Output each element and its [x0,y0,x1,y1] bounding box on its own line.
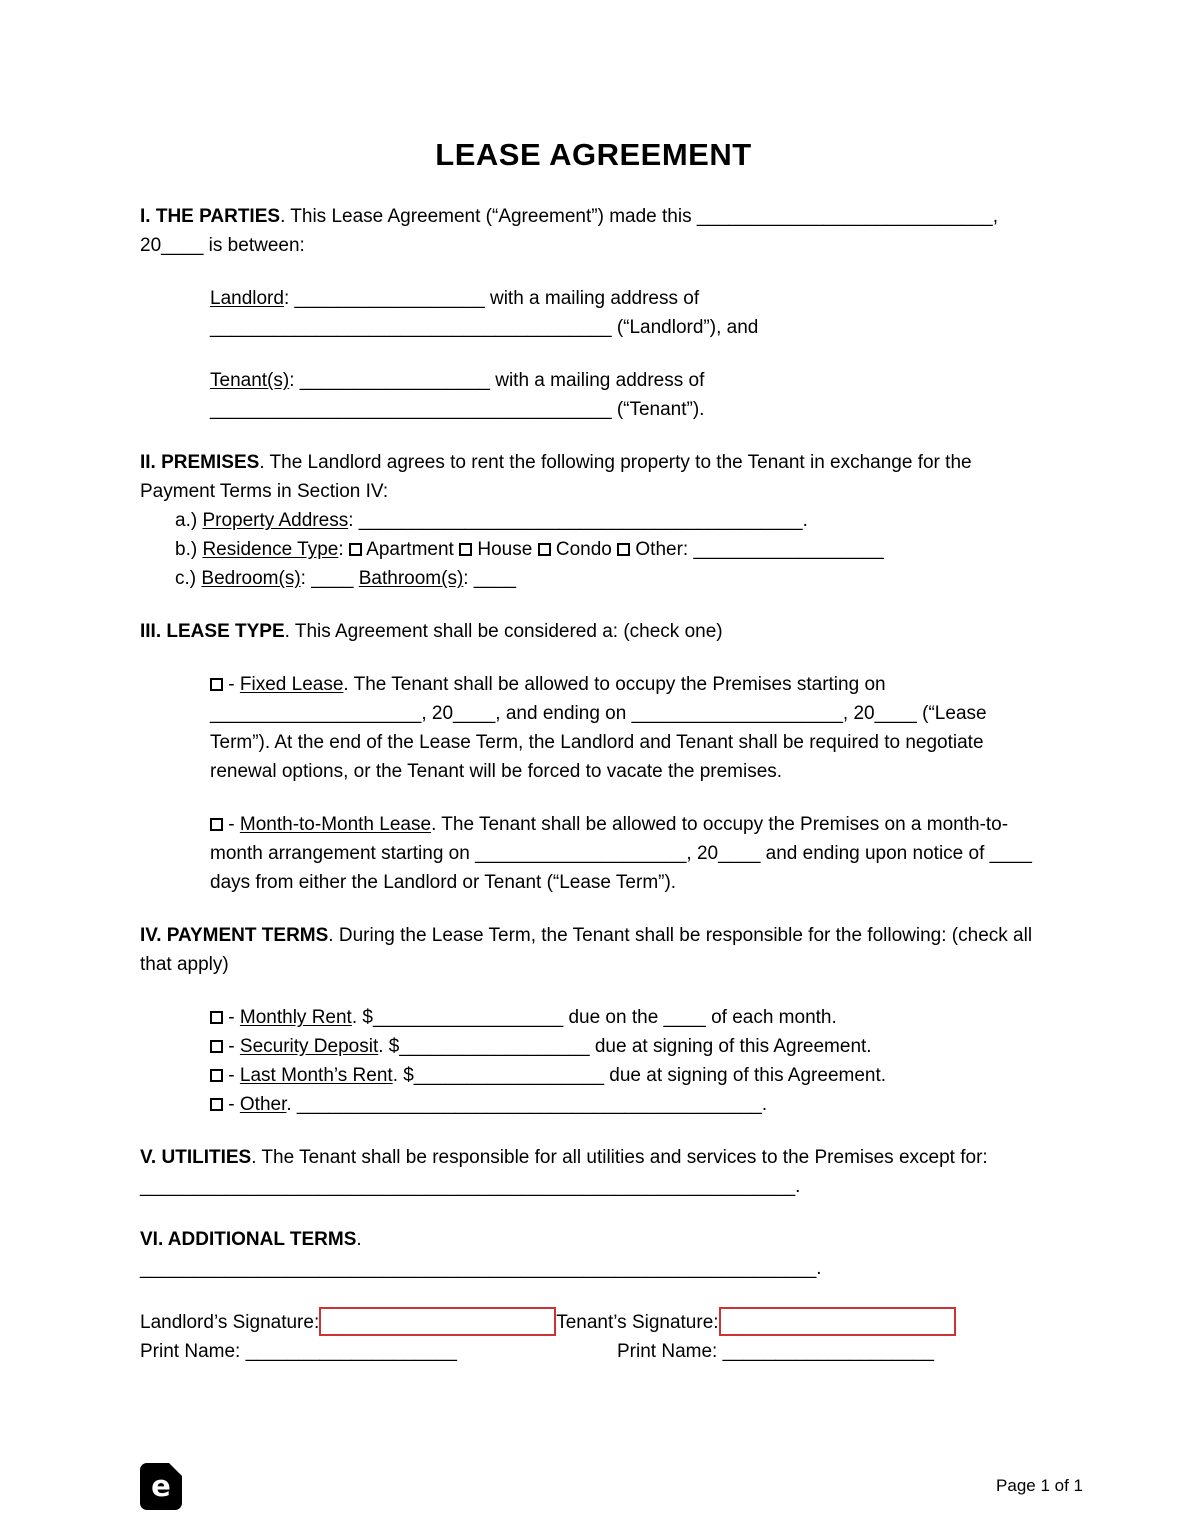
landlord-signature-field[interactable] [319,1307,556,1336]
section-lease-type [140,617,1047,646]
property-address-item [175,506,1047,535]
residence-other-label: Other: __________________ [630,539,884,560]
other-payment-item [210,1090,1047,1119]
bathrooms-blank: : ____ [463,568,517,589]
residence-type-item [175,535,1047,564]
bathrooms-label: Bathroom(s) [358,568,464,589]
security-deposit-item [210,1032,1047,1061]
monthly-rent-body: . $__________________ due on the ____ of each month. [351,1007,837,1028]
other-payment-dash: - [223,1094,240,1115]
residence-condo-label: Condo [550,539,618,560]
last-months-rent-label: Last Month’s Rent [239,1065,393,1086]
fixed-lease-label: Fixed Lease [239,674,344,695]
bedrooms-blank: : ____ [300,568,359,589]
fixed-lease-body: . The Tenant shall be allowed to occupy the Premises starting on ____________________, 20____, and ending on ____________________, 20____ (“Lease Term”). At the end of the Lease Term, the Landlord and Tenant shall be required to negotiate renewal options, or the Tenant will be forced to vacate the premises. [210,674,987,782]
residence-type-colon: : [338,539,349,560]
landlord-clause [210,284,1047,342]
eforms-logo-letter: e [151,1469,171,1503]
section-utilities [140,1143,1047,1201]
security-deposit-label: Security Deposit [239,1036,379,1057]
landlord-signature-label: Landlord’s Signature: [140,1312,320,1333]
fixed-lease-dash: - [223,674,240,695]
monthly-rent-dash: - [223,1007,240,1028]
section-utilities-body: . The Tenant shall be responsible for all utilities and services to the Premises except for: ______________________________________________________________. [140,1147,988,1197]
bedrooms-prefix: c.) [175,568,202,589]
monthly-rent-label: Monthly Rent [239,1007,352,1028]
residence-house-checkbox[interactable] [459,543,472,556]
security-deposit-body: . $__________________ due at signing of this Agreement. [378,1036,872,1057]
security-deposit-dash: - [223,1036,240,1057]
payment-list [140,1003,1047,1119]
section-payment-terms [140,921,1047,979]
section-lease-type-heading: III. LEASE TYPE [140,621,285,642]
security-deposit-checkbox[interactable] [210,1040,223,1053]
monthly-rent-checkbox[interactable] [210,1011,223,1024]
tenant-label: Tenant(s) [210,370,290,391]
property-address-label: Property Address [202,510,349,531]
section-additional-terms [140,1225,1047,1283]
residence-other-checkbox[interactable] [617,543,630,556]
fixed-lease-clause [210,670,1047,786]
residence-type-label: Residence Type [202,539,339,560]
landlord-print-name: Print Name: ____________________ [140,1341,457,1362]
section-parties-heading: I. THE PARTIES [140,206,281,227]
residence-apartment-checkbox[interactable] [349,543,362,556]
month-to-month-label: Month-to-Month Lease [239,814,432,835]
tenant-signature-label: Tenant’s Signature: [556,1312,719,1333]
residence-apartment-label: Apartment [361,539,460,560]
section-premises-heading: II. PREMISES [140,452,260,473]
other-payment-checkbox[interactable] [210,1098,223,1111]
bedrooms-label: Bedroom(s) [201,568,301,589]
landlord-body: : __________________ with a mailing address of ______________________________________ (“Landlord”), and [210,288,759,338]
last-months-rent-body: . $__________________ due at signing of this Agreement. [392,1065,887,1086]
signature-row [140,1307,1047,1337]
residence-condo-checkbox[interactable] [538,543,551,556]
section-lease-type-body: . This Agreement shall be considered a: (check one) [284,621,723,642]
premises-list [140,506,1047,593]
section-additional-body: . ________________________________________________________________. [140,1229,822,1279]
last-months-rent-dash: - [223,1065,240,1086]
property-address-blank: : __________________________________________. [348,510,808,531]
residence-house-label: House [472,539,538,560]
page-number: Page 1 of 1 [996,1476,1083,1495]
month-to-month-body: . The Tenant shall be allowed to occupy the Premises on a month-to-month arrangement starting on ____________________, 20____ and ending upon notice of ____ days from either the Landlord or Tenant (“Lease Term”). [210,814,1032,893]
other-payment-body: . ____________________________________________. [286,1094,768,1115]
section-utilities-heading: V. UTILITIES [140,1147,252,1168]
section-parties [140,202,1047,260]
residence-type-prefix: b.) [175,539,203,560]
month-to-month-dash: - [223,814,240,835]
property-address-prefix: a.) [175,510,203,531]
section-additional-heading: VI. ADDITIONAL TERMS [140,1229,357,1250]
section-premises [140,448,1047,506]
section-premises-body: . The Landlord agrees to rent the following property to the Tenant in exchange for the Payment Terms in Section IV: [140,452,972,502]
last-months-rent-checkbox[interactable] [210,1069,223,1082]
tenant-signature-field[interactable] [719,1307,956,1336]
tenant-print-name: Print Name: ____________________ [617,1341,934,1362]
print-name-row [140,1337,1047,1366]
other-payment-label: Other [239,1094,287,1115]
fixed-lease-checkbox[interactable] [210,678,223,691]
section-payment-body: . During the Lease Term, the Tenant shall be responsible for the following: (check all that apply) [140,925,1033,975]
last-months-rent-item [210,1061,1047,1090]
month-to-month-checkbox[interactable] [210,818,223,831]
eforms-logo [140,1463,182,1510]
tenant-clause [210,366,1047,424]
bedrooms-bathrooms-item [175,564,1047,593]
month-to-month-clause [210,810,1047,897]
landlord-label: Landlord [210,288,284,309]
tenant-body: : __________________ with a mailing address of ______________________________________ (“Tenant”). [210,370,705,420]
section-parties-body: . This Lease Agreement (“Agreement”) made this ____________________________, 20____ is between: [140,206,998,256]
document-title: LEASE AGREEMENT [435,137,752,172]
monthly-rent-item [210,1003,1047,1032]
section-payment-heading: IV. PAYMENT TERMS [140,925,329,946]
